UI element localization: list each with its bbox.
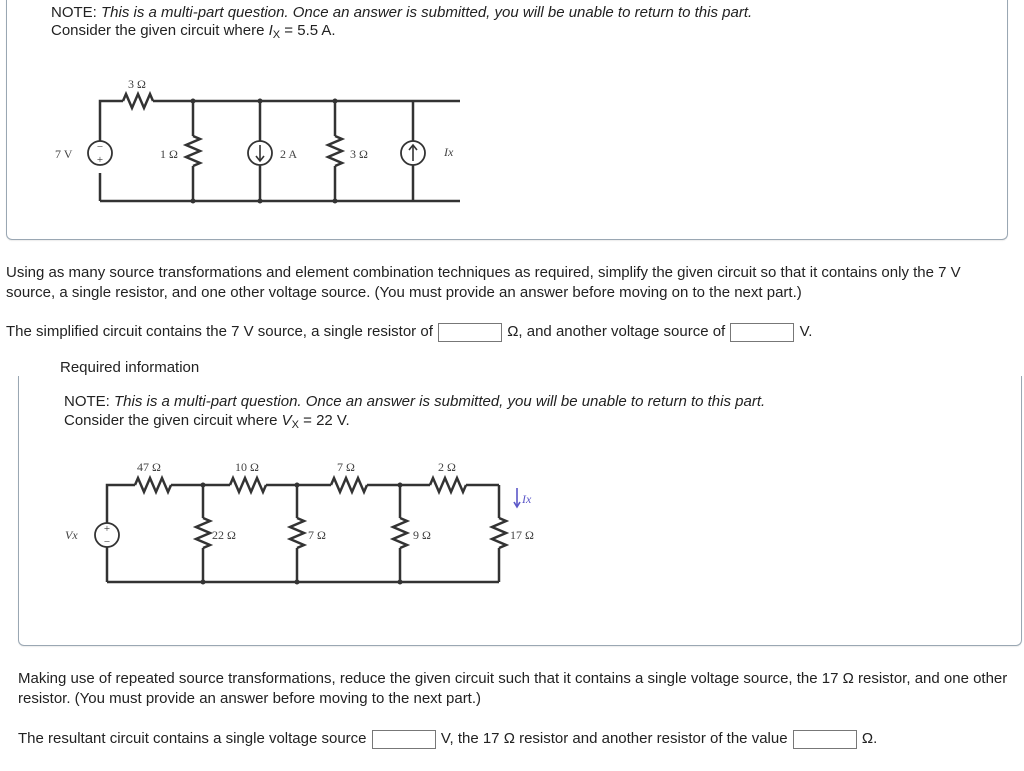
circuit-diagram-2 — [50, 450, 570, 600]
label-2ohm: 2 Ω — [438, 460, 456, 474]
answer-unit-ohm: Ω. — [861, 730, 878, 747]
label-r-top: 3 Ω — [128, 77, 146, 91]
resistor-answer-input[interactable] — [438, 323, 502, 342]
label-7v: 7 V — [55, 147, 73, 161]
required-information-cutoff: Required information — [60, 359, 200, 376]
circuit-diagram-1 — [40, 70, 480, 210]
consider-prefix: Consider the given circuit where — [51, 22, 265, 39]
var-sub: X — [272, 29, 281, 41]
label-ix: Ix — [444, 145, 454, 159]
answer-prefix: The simplified circuit contains the 7 V source, a single resistor of — [6, 323, 433, 340]
voltage-answer-input[interactable] — [730, 323, 794, 342]
consider-line-1 — [51, 21, 336, 42]
svg-text:−: − — [96, 141, 104, 153]
consider-value: = 22 V. — [303, 412, 350, 429]
note-line-2 — [64, 392, 765, 411]
answer-prefix: The resultant circuit contains a single voltage source — [18, 730, 367, 747]
svg-text:−: − — [103, 536, 111, 548]
note-text: This is a multi-part question. Once an answer is submitted, you will be unable to return to this part. — [101, 4, 753, 21]
current-source-ix — [401, 141, 425, 165]
label-2a: 2 A — [280, 147, 298, 161]
label-vx: Vx — [65, 528, 78, 542]
label-9ohm: 9 Ω — [413, 528, 431, 542]
current-source-2a — [248, 141, 272, 165]
label-7ohm-mid: 7 Ω — [308, 528, 326, 542]
label-7ohm-top: 7 Ω — [337, 460, 355, 474]
consider-line-2 — [64, 411, 350, 432]
answer-line-2 — [18, 729, 877, 749]
label-3ohm: 3 Ω — [350, 147, 368, 161]
svg-text:+: + — [96, 154, 104, 166]
label-1ohm: 1 Ω — [160, 147, 178, 161]
label-47ohm: 47 Ω — [137, 460, 161, 474]
consider-prefix: Consider the given circuit where — [64, 412, 278, 429]
voltage-source-vx — [95, 523, 119, 548]
var-main: I — [268, 22, 273, 39]
note-label: NOTE: — [51, 4, 97, 21]
var-sub: X — [291, 419, 299, 431]
answer-unit-volt: V. — [799, 323, 813, 340]
voltage-source-7v — [88, 141, 112, 166]
note-text: This is a multi-part question. Once an answer is submitted, you will be unable to return to this part. — [114, 393, 766, 410]
label-ix: Ix — [522, 492, 532, 506]
label-22ohm: 22 Ω — [212, 528, 236, 542]
voltage-answer-input[interactable] — [372, 730, 436, 749]
resistor-answer-input[interactable] — [793, 730, 857, 749]
var-main: V — [281, 412, 292, 429]
answer-line-1 — [6, 322, 812, 342]
instructions-1: Using as many source transformations and element combination techniques as required, simplify the given circuit so that it contains only the 7 V source, a single resistor, and one other voltage source. (You must provide an answer before moving on to the next part.) — [6, 264, 961, 301]
label-10ohm: 10 Ω — [235, 460, 259, 474]
label-17ohm: 17 Ω — [510, 528, 534, 542]
svg-text:+: + — [103, 523, 111, 535]
ix-arrow-icon — [514, 488, 520, 507]
consider-value: = 5.5 A. — [284, 22, 336, 39]
instructions-2: Making use of repeated source transformations, reduce the given circuit such that it contains a single voltage source, the 17 Ω resistor, and one other resistor. (You must provide an answer before moving to the next part.) — [18, 670, 1008, 707]
note-line-1 — [51, 3, 752, 22]
answer-mid: V, the 17 Ω resistor and another resistor of the value — [440, 730, 788, 747]
note-label: NOTE: — [64, 393, 110, 410]
answer-unit-ohm: Ω, and another voltage source of — [507, 323, 726, 340]
